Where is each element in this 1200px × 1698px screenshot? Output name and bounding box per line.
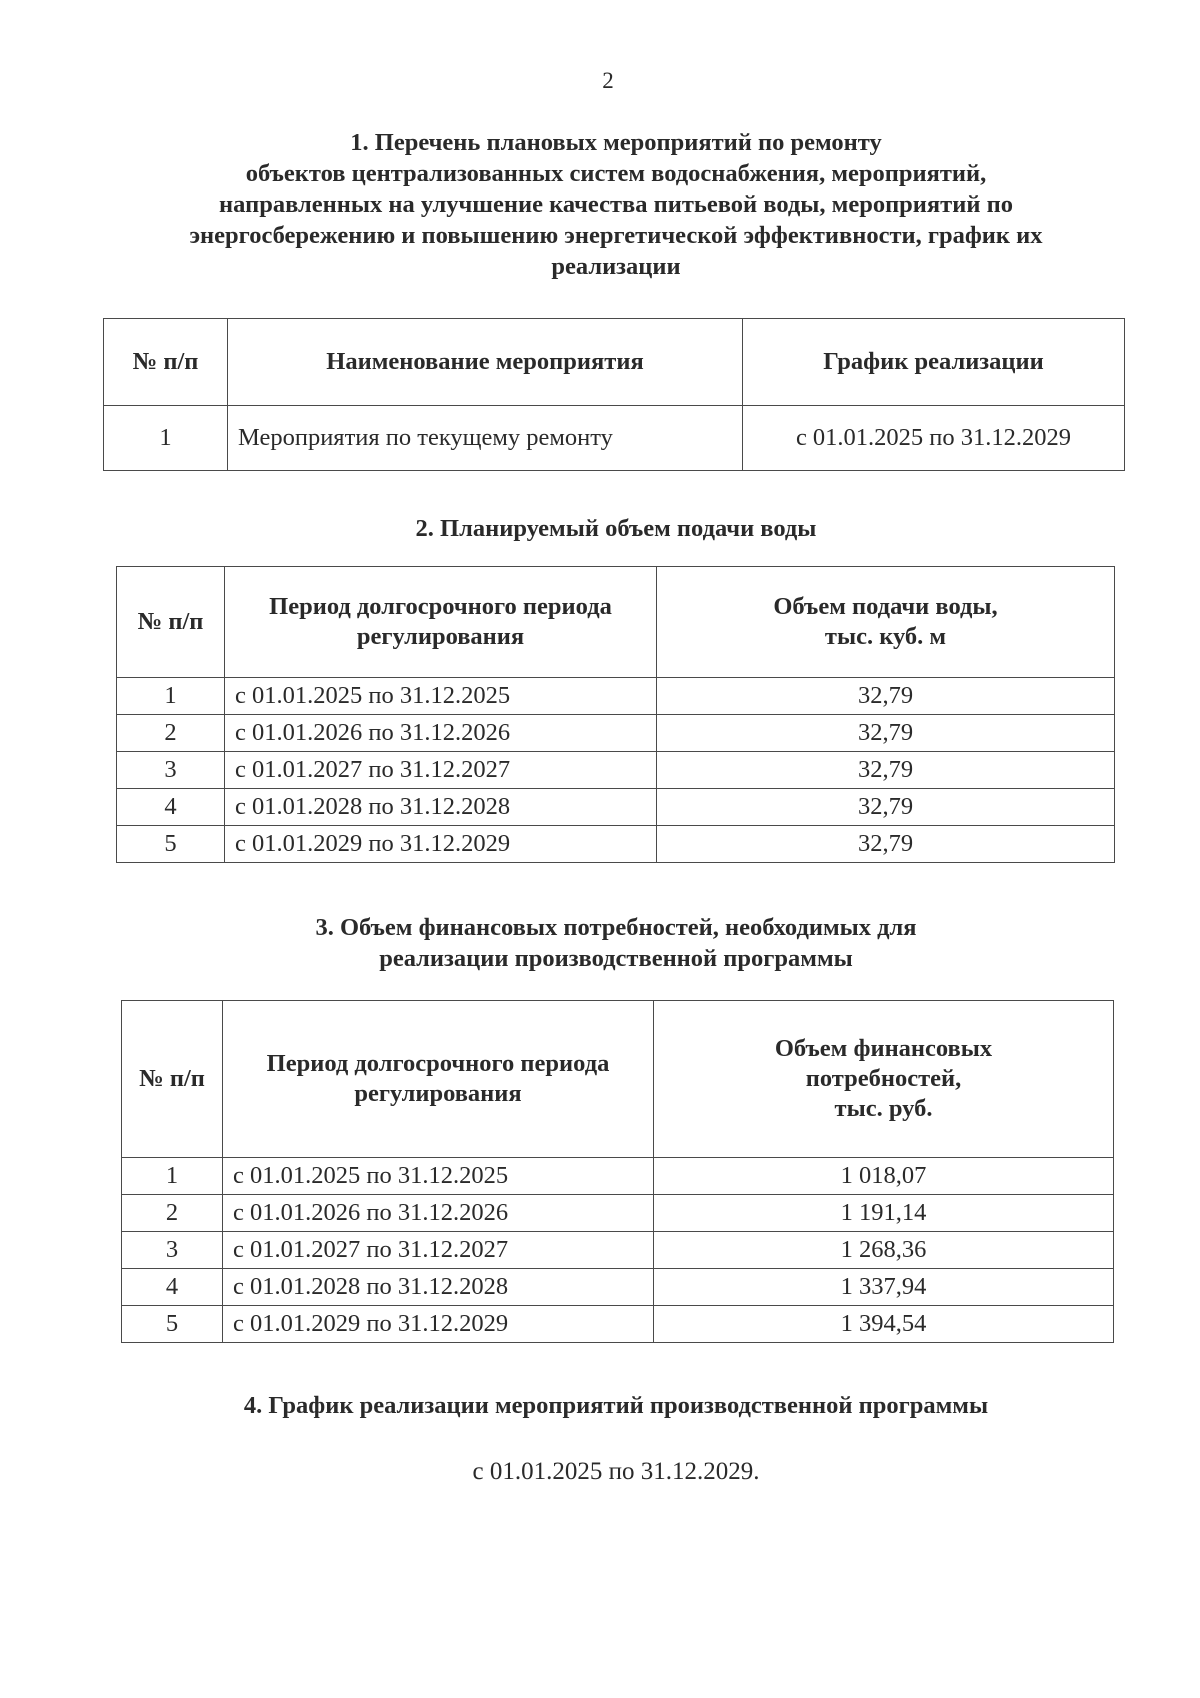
table-header-row	[104, 319, 1125, 406]
heading-line: объектов централизованных систем водоснабжения, мероприятий,	[245, 160, 987, 187]
cell-period: с 01.01.2029 по 31.12.2029	[225, 826, 657, 863]
financial-needs-table	[121, 1000, 1114, 1343]
table-row	[117, 789, 1115, 826]
table-row	[122, 1195, 1114, 1232]
cell-number: 1	[122, 1158, 223, 1195]
cell-period: с 01.01.2026 по 31.12.2026	[225, 715, 657, 752]
cell-number: 2	[122, 1195, 223, 1232]
header-line: Период долгосрочного периода	[269, 593, 612, 620]
cell-period: с 01.01.2025 по 31.12.2025	[223, 1158, 654, 1195]
cell-amount: 1 337,94	[654, 1269, 1114, 1306]
cell-activity-name: Мероприятия по текущему ремонту	[228, 406, 743, 471]
table-row	[122, 1232, 1114, 1269]
cell-period: с 01.01.2025 по 31.12.2025	[225, 678, 657, 715]
cell-amount: 1 018,07	[654, 1158, 1114, 1195]
heading-line: энергосбережению и повышению энергетической эффективности, график их	[189, 222, 1043, 249]
header-number: № п/п	[104, 319, 228, 406]
header-line: тыс. куб. м	[824, 623, 947, 650]
section-1-heading	[100, 127, 1132, 282]
table-row	[104, 406, 1125, 471]
header-number: № п/п	[122, 1001, 223, 1158]
cell-amount: 1 394,54	[654, 1306, 1114, 1343]
cell-number: 5	[117, 826, 225, 863]
cell-number: 4	[117, 789, 225, 826]
table-row	[122, 1306, 1114, 1343]
header-number: № п/п	[117, 567, 225, 678]
header-line: тыс. руб.	[834, 1095, 933, 1122]
heading-line: реализации производственной программы	[379, 945, 853, 972]
table-row	[122, 1158, 1114, 1195]
table-row	[122, 1269, 1114, 1306]
header-line: Период долгосрочного периода	[266, 1050, 610, 1077]
cell-period: с 01.01.2027 по 31.12.2027	[223, 1232, 654, 1269]
page-number: 2	[602, 68, 614, 93]
table-row	[117, 715, 1115, 752]
cell-period: с 01.01.2028 по 31.12.2028	[223, 1269, 654, 1306]
cell-period: с 01.01.2029 по 31.12.2029	[223, 1306, 654, 1343]
section-4-heading: 4. График реализации мероприятий производственной программы	[243, 1392, 989, 1419]
header-financial-amount	[654, 1001, 1114, 1158]
cell-volume: 32,79	[657, 752, 1115, 789]
table-header-row	[117, 567, 1115, 678]
implementation-period: с 01.01.2025 по 31.12.2029.	[472, 1458, 760, 1485]
water-supply-table	[116, 566, 1115, 863]
cell-number: 1	[117, 678, 225, 715]
cell-period: с 01.01.2027 по 31.12.2027	[225, 752, 657, 789]
activities-table	[103, 318, 1125, 471]
table-row	[117, 752, 1115, 789]
table-row	[117, 678, 1115, 715]
cell-volume: 32,79	[657, 789, 1115, 826]
header-line: потребностей,	[805, 1065, 962, 1092]
cell-number: 3	[122, 1232, 223, 1269]
header-line: регулирования	[356, 623, 525, 650]
header-period	[223, 1001, 654, 1158]
header-period	[225, 567, 657, 678]
cell-volume: 32,79	[657, 715, 1115, 752]
cell-amount: 1 191,14	[654, 1195, 1114, 1232]
header-line: Объем финансовых	[774, 1035, 993, 1062]
cell-number: 2	[117, 715, 225, 752]
cell-number: 3	[117, 752, 225, 789]
header-activity-name: Наименование мероприятия	[228, 319, 743, 406]
heading-line: направленных на улучшение качества питьевой воды, мероприятий по	[219, 191, 1013, 218]
section-2-heading: 2. Планируемый объем подачи воды	[415, 515, 817, 542]
header-water-volume	[657, 567, 1115, 678]
section-3-heading	[100, 912, 1132, 974]
header-schedule: График реализации	[743, 319, 1125, 406]
table-row	[117, 826, 1115, 863]
cell-amount: 1 268,36	[654, 1232, 1114, 1269]
cell-number: 4	[122, 1269, 223, 1306]
header-line: регулирования	[354, 1080, 522, 1107]
cell-schedule: с 01.01.2025 по 31.12.2029	[743, 406, 1125, 471]
cell-number: 5	[122, 1306, 223, 1343]
heading-line: 1. Перечень плановых мероприятий по ремонту	[350, 129, 882, 156]
heading-line: 3. Объем финансовых потребностей, необходимых для	[315, 914, 917, 941]
cell-period: с 01.01.2026 по 31.12.2026	[223, 1195, 654, 1232]
cell-volume: 32,79	[657, 678, 1115, 715]
cell-period: с 01.01.2028 по 31.12.2028	[225, 789, 657, 826]
cell-number: 1	[104, 406, 228, 471]
heading-line: реализации	[551, 253, 681, 280]
header-line: Объем подачи воды,	[773, 593, 998, 620]
cell-volume: 32,79	[657, 826, 1115, 863]
table-header-row	[122, 1001, 1114, 1158]
